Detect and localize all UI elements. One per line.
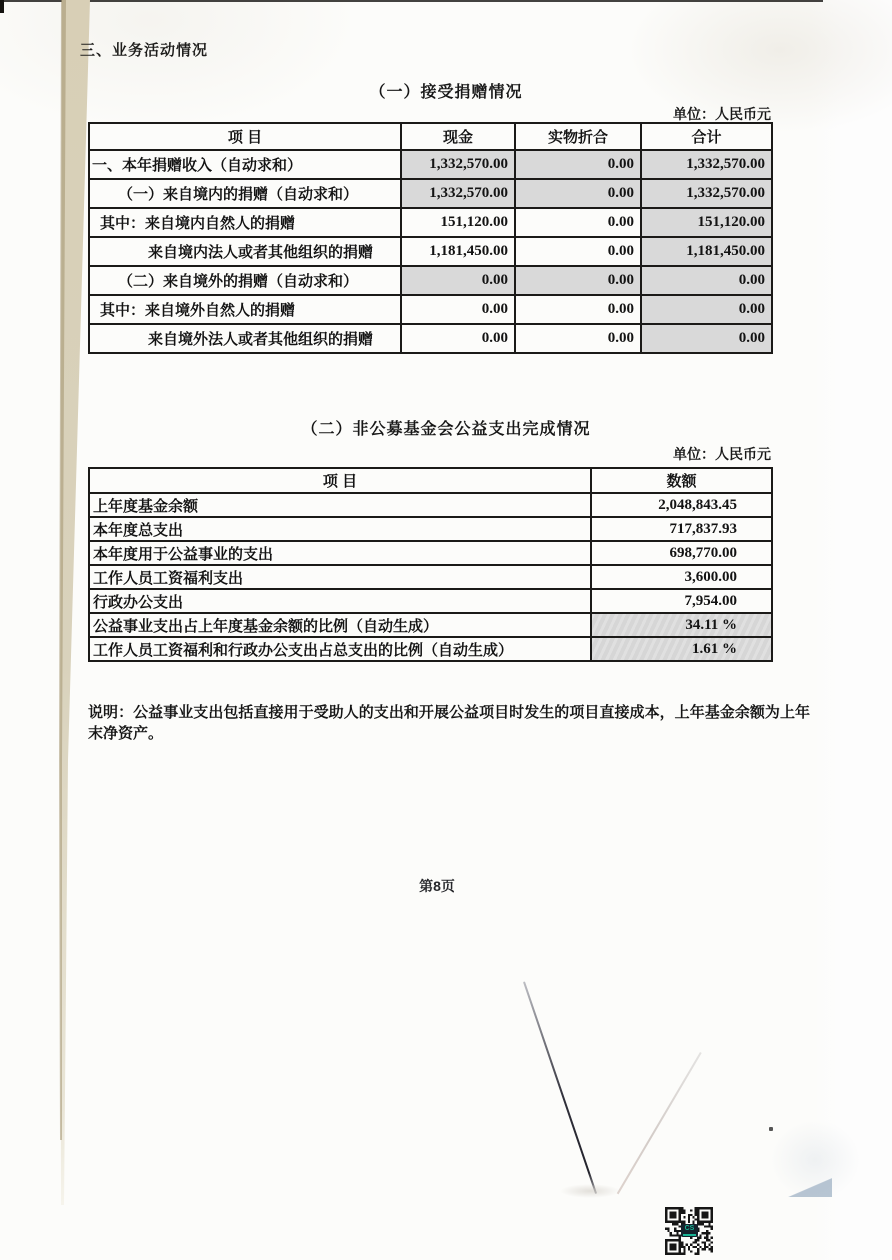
subsection1-title: （一）接受捐赠情况 (369, 84, 523, 101)
inkind-value: 0.00 (515, 237, 641, 266)
table-row (89, 565, 772, 589)
inkind-value: 0.00 (515, 295, 641, 324)
table-row (89, 613, 772, 637)
cash-value: 0.00 (401, 324, 515, 353)
table-row (89, 237, 772, 266)
cash-value: 1,332,570.00 (401, 150, 515, 179)
donations-header-row (89, 123, 772, 150)
row-label: 本年度用于公益事业的支出 (89, 541, 591, 565)
scan-hair-artifact-light (617, 1052, 702, 1194)
total-value: 1,332,570.00 (641, 150, 772, 179)
amount-value: 7,954.00 (591, 589, 772, 613)
cash-value: 1,332,570.00 (401, 179, 515, 208)
total-value: 151,120.00 (641, 208, 772, 237)
inkind-value: 0.00 (515, 266, 641, 295)
scan-hair-artifact-dark (523, 981, 597, 1194)
table-row (89, 150, 772, 179)
total-value: 1,181,450.00 (641, 237, 772, 266)
cash-value: 0.00 (401, 295, 515, 324)
qr-code (665, 1207, 713, 1255)
note-text: 说明：公益事业支出包括直接用于受助人的支出和开展公益项目时发生的项目直接成本，上年基金余额为上年末净资产。 (88, 704, 810, 742)
row-label: （一）来自境内的捐赠（自动求和） (89, 179, 401, 208)
row-label: 其中：来自境外自然人的捐赠 (89, 295, 401, 324)
col-header-cash: 现金 (401, 123, 515, 150)
inkind-value: 0.00 (515, 324, 641, 353)
scan-smudge-artifact (560, 1184, 620, 1198)
section-heading: 三、业务活动情况 (80, 42, 209, 59)
total-value: 0.00 (641, 295, 772, 324)
amount-value: 717,837.93 (591, 517, 772, 541)
expenditure-header-row (89, 468, 772, 493)
row-label: 来自境内法人或者其他组织的捐赠 (89, 237, 401, 266)
qr-center-badge (681, 1224, 698, 1237)
table-row (89, 589, 772, 613)
inkind-value: 0.00 (515, 150, 641, 179)
col-header-item: 项 目 (89, 468, 591, 493)
row-label: （二）来自境外的捐赠（自动求和） (89, 266, 401, 295)
table-row (89, 324, 772, 353)
cash-value: 151,120.00 (401, 208, 515, 237)
amount-value: 34.11 % (591, 613, 772, 637)
inkind-value: 0.00 (515, 179, 641, 208)
amount-value: 2,048,843.45 (591, 493, 772, 517)
col-header-item: 项 目 (89, 123, 401, 150)
table-row (89, 541, 772, 565)
row-label: 来自境外法人或者其他组织的捐赠 (89, 324, 401, 353)
col-header-inkind: 实物折合 (515, 123, 641, 150)
cash-value: 0.00 (401, 266, 515, 295)
table-row (89, 493, 772, 517)
page-number: 第8页 (419, 878, 455, 894)
col-header-amount: 数额 (591, 468, 772, 493)
table-row (89, 637, 772, 661)
row-label: 工作人员工资福利支出 (89, 565, 591, 589)
amount-value: 698,770.00 (591, 541, 772, 565)
total-value: 0.00 (641, 324, 772, 353)
unit-label-2: 单位：人民币元 (673, 446, 771, 462)
subsection2-title: （二）非公募基金会公益支出完成情况 (301, 421, 591, 438)
row-label: 公益事业支出占上年度基金余额的比例（自动生成） (89, 613, 591, 637)
row-label: 本年度总支出 (89, 517, 591, 541)
amount-value: 1.61 % (591, 637, 772, 661)
row-label: 上年度基金余额 (89, 493, 591, 517)
table-row (89, 266, 772, 295)
total-value: 0.00 (641, 266, 772, 295)
qr-badge-label: CS (684, 1225, 695, 1232)
total-value: 1,332,570.00 (641, 179, 772, 208)
table-row (89, 295, 772, 324)
cash-value: 1,181,450.00 (401, 237, 515, 266)
col-header-total: 合计 (641, 123, 772, 150)
qr-badge-bar (683, 1234, 696, 1236)
donations-table (88, 122, 773, 354)
expenditure-table (88, 467, 773, 662)
row-label: 其中：来自境内自然人的捐赠 (89, 208, 401, 237)
table-row (89, 179, 772, 208)
unit-label-1: 单位：人民币元 (673, 106, 771, 122)
scan-top-edge-artifact (0, 0, 823, 2)
scan-speck-artifact (769, 1127, 773, 1131)
row-label: 一、本年捐赠收入（自动求和） (89, 150, 401, 179)
table-row (89, 517, 772, 541)
amount-value: 3,600.00 (591, 565, 772, 589)
row-label: 工作人员工资福利和行政办公支出占总支出的比例（自动生成） (89, 637, 591, 661)
row-label: 行政办公支出 (89, 589, 591, 613)
table-row (89, 208, 772, 237)
inkind-value: 0.00 (515, 208, 641, 237)
